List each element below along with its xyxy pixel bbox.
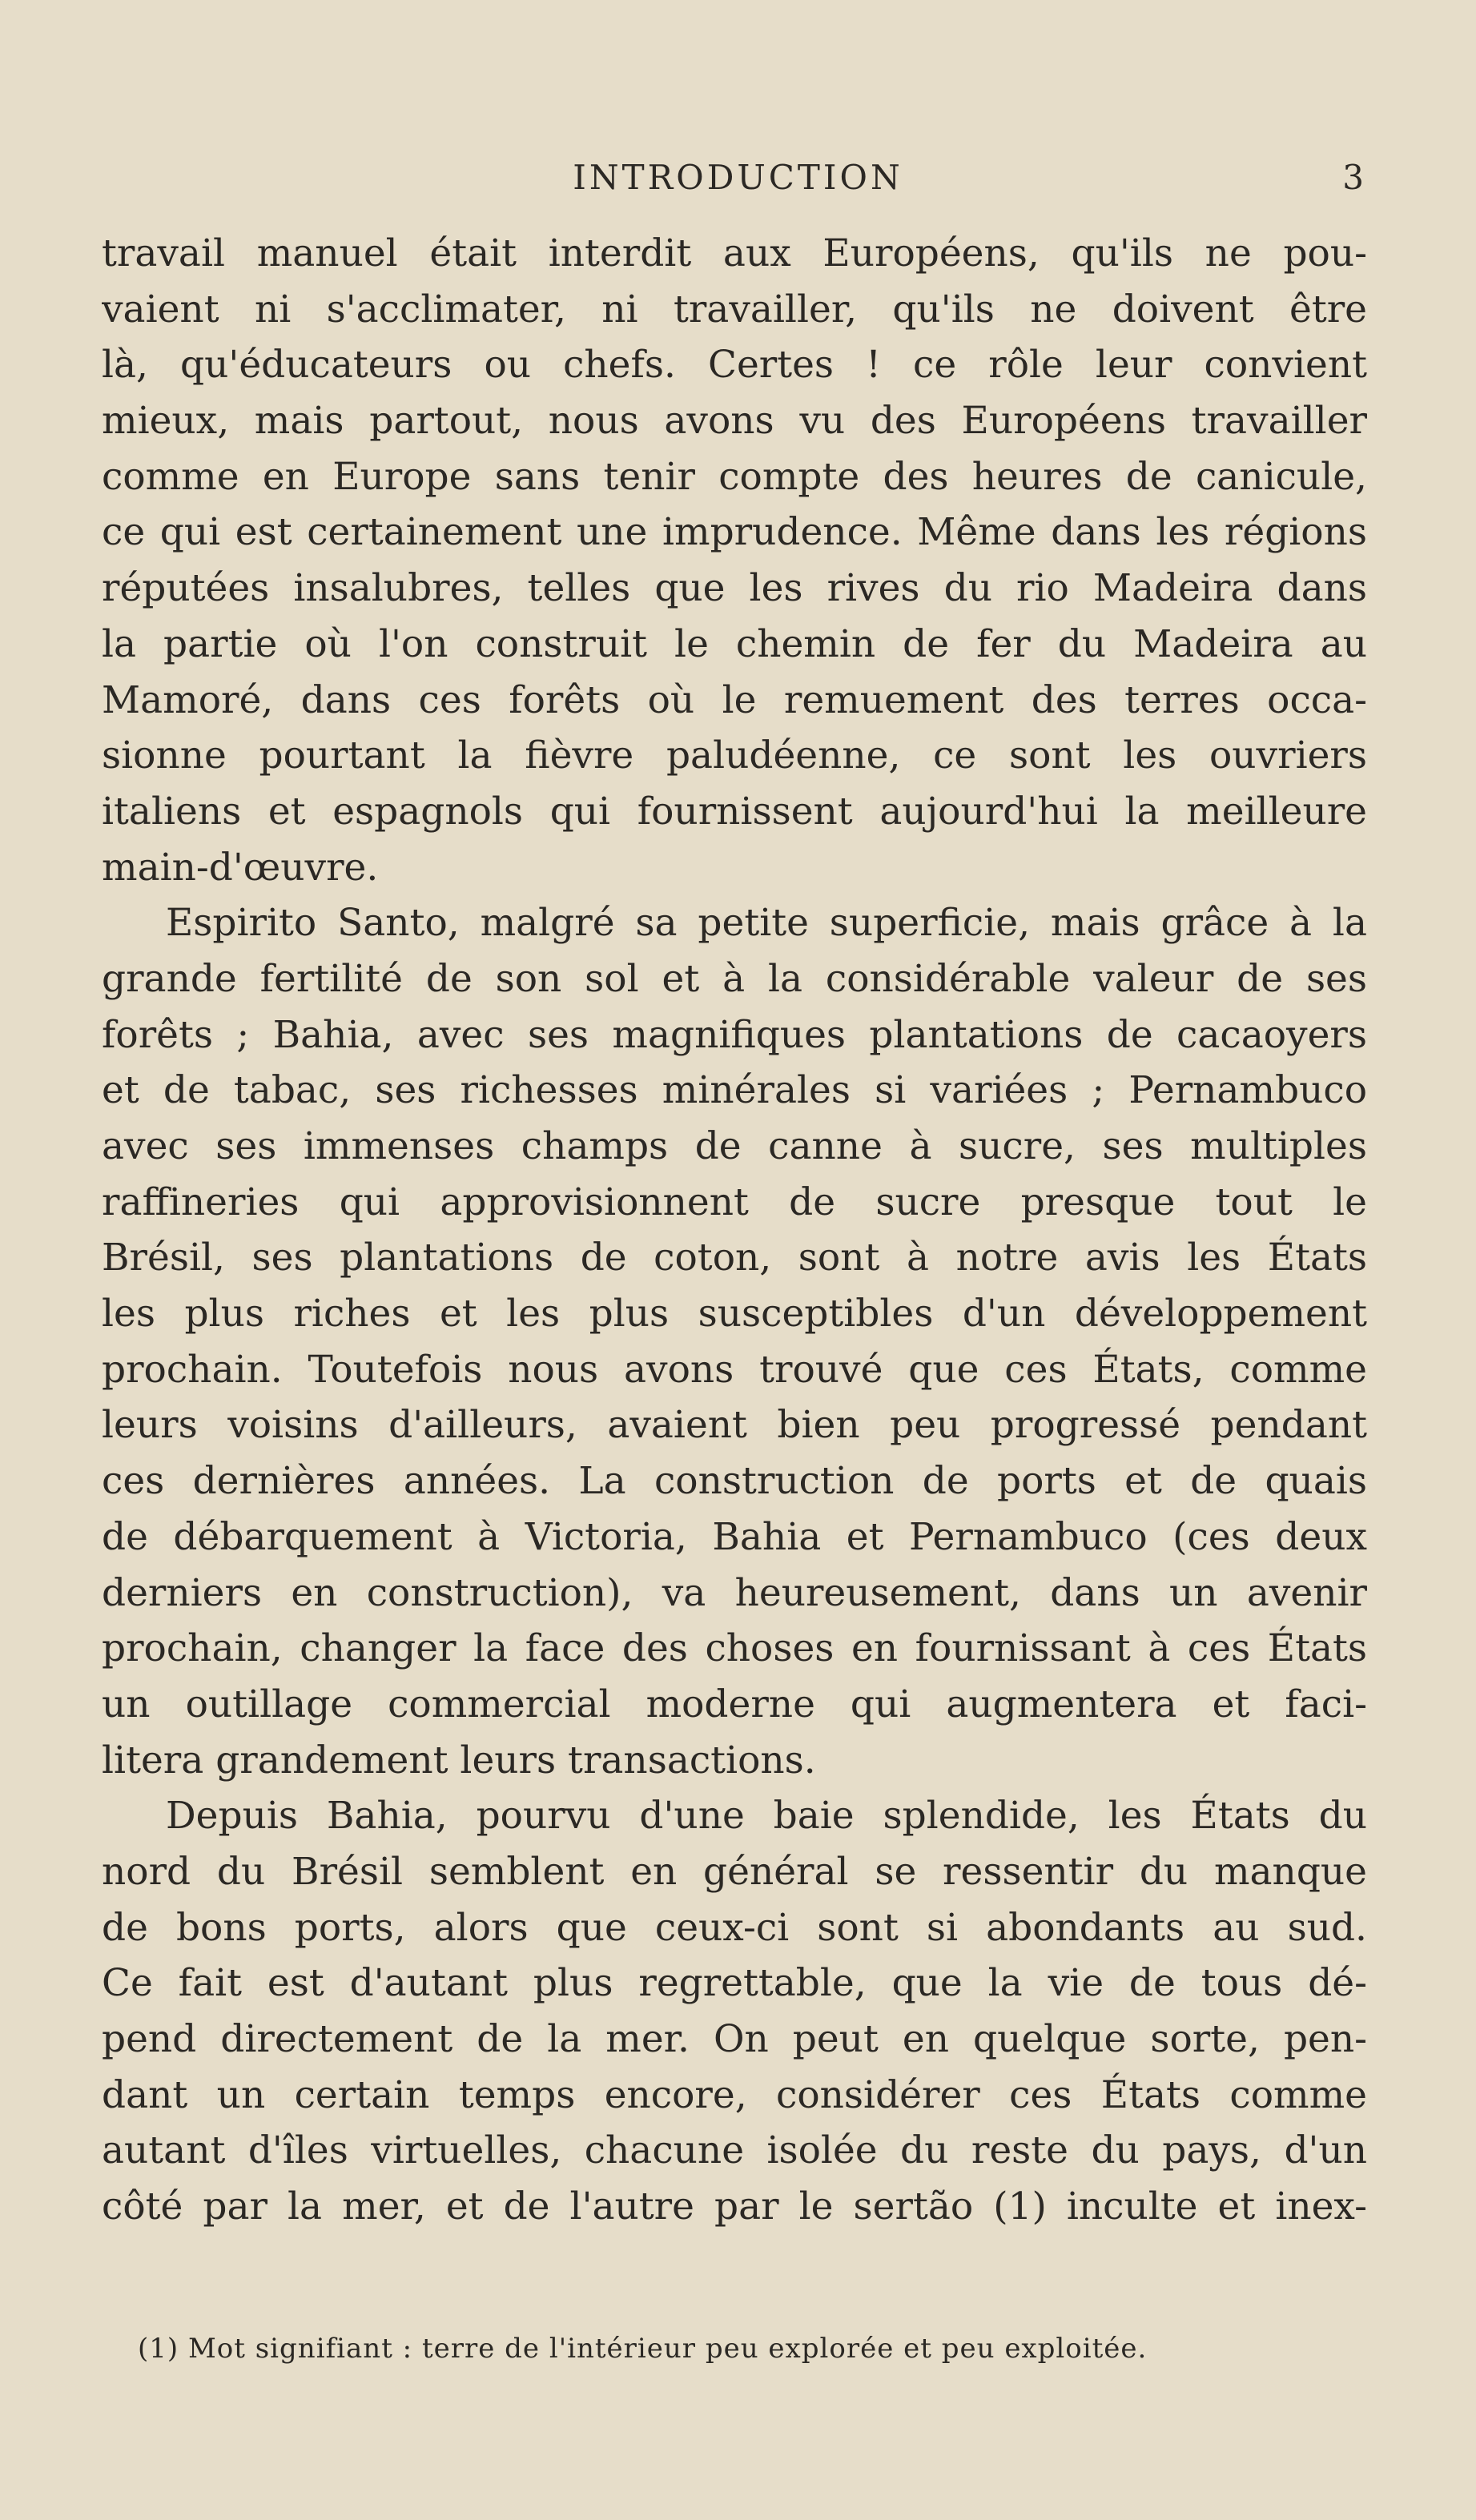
text-line: sionne pourtant la fièvre paludéenne, ce sont les ouvriers	[102, 733, 1367, 778]
footnote: (1) Mot signifiant : terre de l'intérieur peu explorée et peu exploitée.	[138, 2333, 1148, 2365]
text-line: main-d'œuvre.	[102, 845, 379, 890]
text-line: Ce fait est d'autant plus regrettable, que la vie de tous dé-	[102, 1961, 1367, 2006]
text-line: prochain, changer la face des choses en fournissant à ces États	[102, 1626, 1367, 1671]
text-line: réputées insalubres, telles que les rives du rio Madeira dans	[102, 566, 1367, 611]
text-line: nord du Brésil semblent en général se ressentir du manque	[102, 1849, 1367, 1894]
text-line: grande fertilité de son sol et à la considérable valeur de ses	[102, 956, 1367, 1001]
text-line: comme en Europe sans tenir compte des heures de canicule,	[102, 454, 1367, 499]
text-line: dant un certain temps encore, considérer ces États comme	[102, 2072, 1367, 2117]
text-line: litera grandement leurs transactions.	[102, 1738, 816, 1782]
text-line: la partie où l'on construit le chemin de fer du Madeira au	[102, 621, 1367, 666]
text-line: côté par la mer, et de l'autre par le sertão (1) inculte et inex-	[102, 2184, 1367, 2229]
text-line: de débarquement à Victoria, Bahia et Pernambuco (ces deux	[102, 1514, 1367, 1559]
text-line: forêts ; Bahia, avec ses magnifiques plantations de cacaoyers	[102, 1012, 1367, 1057]
text-line: vaient ni s'acclimater, ni travailler, qu'ils ne doivent être	[102, 287, 1367, 332]
text-line: prochain. Toutefois nous avons trouvé que ces États, comme	[102, 1347, 1367, 1392]
text-line: avec ses immenses champs de canne à sucre, ses multiples	[102, 1124, 1367, 1168]
text-line: Brésil, ses plantations de coton, sont à notre avis les États	[102, 1236, 1367, 1280]
page-number: 3	[1342, 158, 1364, 197]
text-line: un outillage commercial moderne qui augmentera et faci-	[102, 1682, 1367, 1726]
text-line: là, qu'éducateurs ou chefs. Certes ! ce rôle leur convient	[102, 343, 1367, 388]
running-title: INTRODUCTION	[573, 158, 903, 197]
text-line: derniers en construction), va heureusement, dans un avenir	[102, 1570, 1367, 1615]
text-line: ces dernières années. La construction de ports et de quais	[102, 1459, 1367, 1504]
text-line: raffineries qui approvisionnent de sucre presque tout le	[102, 1180, 1367, 1224]
text-line: pend directement de la mer. On peut en quelque sorte, pen-	[102, 2017, 1367, 2061]
body-text	[102, 226, 1367, 2235]
text-line: Depuis Bahia, pourvu d'une baie splendide, les États du	[166, 1794, 1367, 1839]
text-line: et de tabac, ses richesses minérales si variées ; Pernambuco	[102, 1068, 1367, 1113]
text-line: de bons ports, alors que ceux-ci sont si abondants au sud.	[102, 1905, 1367, 1950]
text-line: les plus riches et les plus susceptibles d'un développement	[102, 1292, 1367, 1336]
text-line: mieux, mais partout, nous avons vu des Européens travailler	[102, 399, 1367, 444]
text-line: travail manuel était interdit aux Européens, qu'ils ne pou-	[102, 231, 1367, 275]
text-line: ce qui est certainement une imprudence. Même dans les régions	[102, 510, 1367, 555]
text-line: autant d'îles virtuelles, chacune isolée du reste du pays, d'un	[102, 2128, 1367, 2173]
text-line: Mamoré, dans ces forêts où le remuement des terres occa-	[102, 677, 1367, 722]
text-line: Espirito Santo, malgré sa petite superficie, mais grâce à la	[166, 901, 1367, 946]
text-line: italiens et espagnols qui fournissent aujourd'hui la meilleure	[102, 789, 1367, 834]
text-line: leurs voisins d'ailleurs, avaient bien peu progressé pendant	[102, 1403, 1367, 1448]
